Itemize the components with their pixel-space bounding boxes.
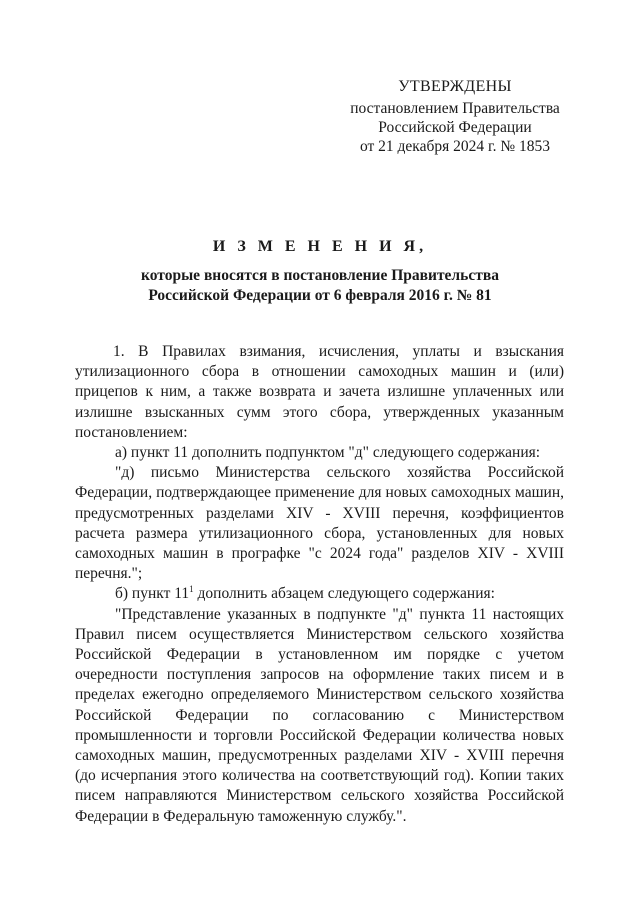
paragraph-4 [75, 584, 564, 604]
title-subtitle-line-2: Российской Федерации от 6 февраля 2016 г. № 81 [148, 287, 492, 304]
paragraph-4-end: дополнить абзацем следующего содержания: [193, 585, 495, 603]
approval-line-1: постановлением Правительства [350, 100, 560, 117]
document-title [75, 238, 565, 306]
document-body [75, 342, 564, 827]
superscript-index: 1 [189, 584, 194, 595]
approval-line-3: от 21 декабря 2024 г. № 1853 [359, 138, 551, 155]
approved-label: УТВЕРЖДЕНЫ [398, 78, 512, 95]
paragraph-3: "д) письмо Министерства сельского хозяйства Российской Федерации, подтверждающее применение для новых самоходных машин, предусмотренных разделами XIV - XVIII перечня, коэффициентов расчета размера утилизационного сбора, установленных для новых самоходных машин в прографке "с 2024 года" разделов XIV - XVIII перечня."; [75, 464, 564, 583]
paragraph-1: 1. В Правилах взимания, исчисления, уплаты и взыскания утилизационного сбора в отношении самоходных машин и (или) прицепов к ним, а также возврата и зачета излишне уплаченных или излишне взысканных сумм этого сбора, утвержденных указанным постановлением: [75, 343, 564, 441]
paragraph-4-start: б) пункт 11 [115, 585, 190, 603]
title-subtitle-line-1: которые вносятся в постановление Правительства [141, 267, 499, 284]
approval-stamp [340, 77, 570, 156]
paragraph-2: а) пункт 11 дополнить подпунктом "д" следующего содержания: [115, 444, 541, 462]
approval-line-2: Российской Федерации [378, 119, 532, 136]
title-heading: И З М Е Н Е Н И Я, [212, 238, 428, 255]
paragraph-5: "Представление указанных в подпункте "д" пункта 11 настоящих Правил писем осуществляется Министерством сельского хозяйства Российской Федерации в установленном им порядке с учетом очередности поступления запросов на оформление таких писем и в пределах ежегодно определяемого Министерством сельского хозяйства Российской Федерации по согласованию с Министерством промышленности и торговли Российской Федерации количества новых самоходных машин, предусмотренных разделами XIV - XVIII перечня (до исчерпания этого количества на соответствующий год). Копии таких писем направляются Министерством сельского хозяйства Российской Федерации в Федеральную таможенную службу.". [75, 605, 564, 825]
